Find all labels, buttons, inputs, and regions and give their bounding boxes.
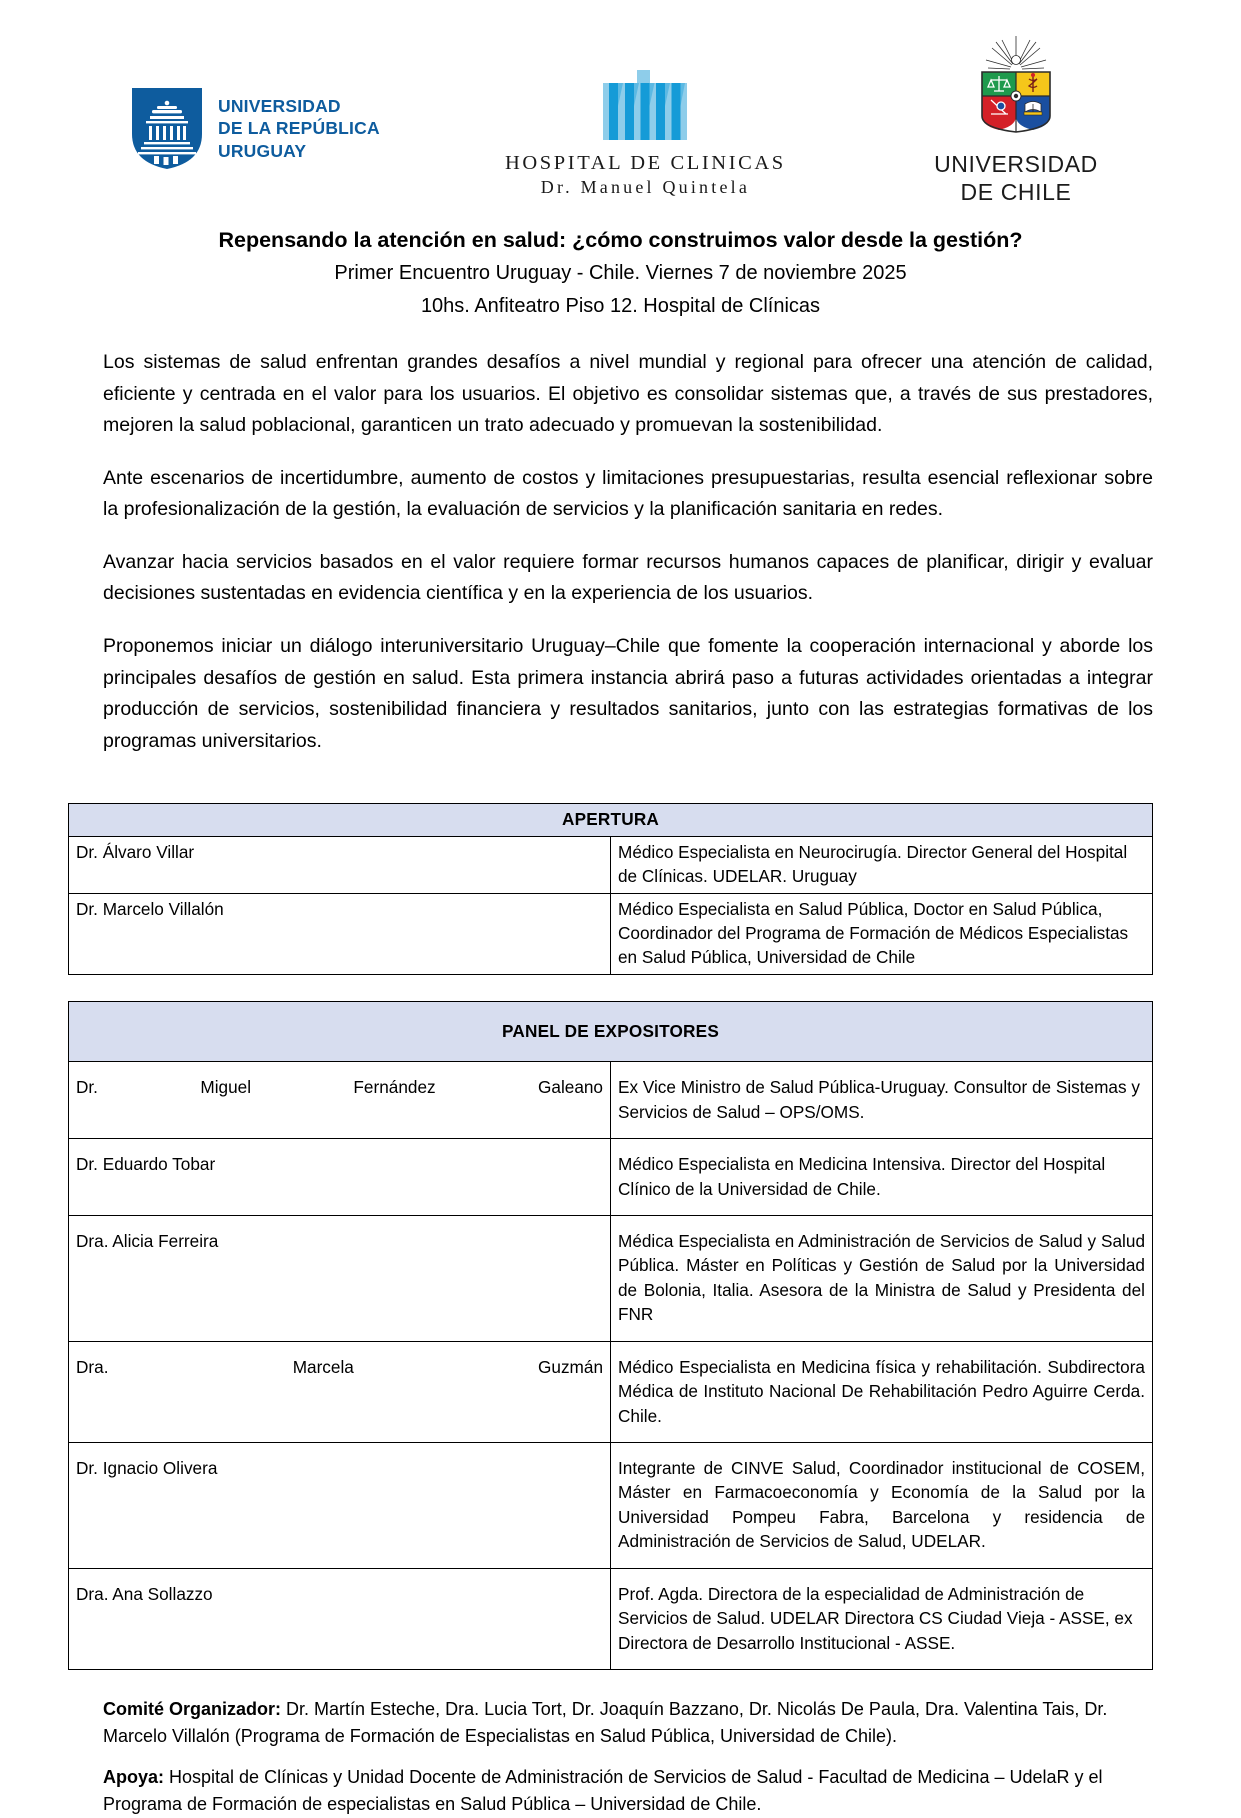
apertura-heading: APERTURA [69,804,1153,836]
table-header-row [69,804,1153,836]
speaker-description: Integrante de CINVE Salud, Coordinador institucional de COSEM, Máster en Farmacoeconomía y Economía de la Salud por la Universidad Pompeu Fabra, Barcelona y residencia de Administración de Servicios de Salud, UDELAR. [611,1442,1153,1568]
table-row [69,1341,1153,1442]
hospital-de-clinicas-logo [495,70,795,198]
speaker-name: Dra. Ana Sollazzo [69,1568,611,1669]
speaker-name: Dr. Álvaro Villar [69,836,611,893]
table-row [69,893,1153,974]
speaker-description: Prof. Agda. Directora de la especialidad de Administración de Servicios de Salud. UDELAR Directora CS Ciudad Vieja - ASSE, ex Directora de Desarrollo Institucional - ASSE. [611,1568,1153,1669]
table-row [69,1568,1153,1669]
speaker-name: Dr. Miguel Fernández Galeano [69,1062,611,1139]
apertura-section [68,803,1153,975]
hospital-building-icon [599,70,691,140]
universidad-de-chile-logo [911,34,1121,206]
speaker-name: Dr. Marcelo Villalón [69,893,611,974]
hospital-subtitle: Dr. Manuel Quintela [540,177,751,197]
speaker-description: Médico Especialista en Salud Pública, Doctor en Salud Pública, Coordinador del Programa de Formación de Médicos Especialistas en Salud Pública, Universidad de Chile [611,893,1153,974]
page-title: Repensando la atención en salud: ¿cómo construimos valor desde la gestión? [218,228,1023,252]
speaker-description: Médica Especialista en Administración de Servicios de Salud y Salud Pública. Máster en Políticas y Gestión de Salud por la Universidad de Bolonia, Italia. Asesora de la Ministra de Salud y Presidenta del FNR [611,1216,1153,1342]
table-row [69,1062,1153,1139]
intro-body-text [103,321,1153,757]
comite-label: Comité Organizador: [103,1698,282,1719]
paragraph-2: Ante escenarios de incertidumbre, aumento de costos y limitaciones presupuestarias, resulta esencial reflexionar sobre la profesionalización de la gestión, la evaluación de servicios y la planificación sanitaria en redes. [103,466,1153,521]
udelar-logo [130,86,380,171]
uchile-wordmark [911,150,1121,206]
speaker-description: Médico Especialista en Medicina física y rehabilitación. Subdirectora Médica de Instituto Nacional De Rehabilitación Pedro Aguirre Cerda. Chile. [611,1341,1153,1442]
event-subtitle-line-2: 10hs. Anfiteatro Piso 12. Hospital de Clínicas [420,295,821,318]
apoya [103,1764,1153,1818]
panel-expositores-section [68,1001,1153,1670]
hospital-name: HOSPITAL DE CLINICAS [505,152,786,174]
comite-text: Dr. Martín Esteche, Dra. Lucia Tort, Dr. Joaquín Bazzano, Dr. Nicolás De Paula, Dra. Valentina Tais, Dr. Marcelo Villalón (Programa de Formación de Especialistas en Salud Pública, Universidad de Chile). [103,1698,1108,1747]
footer-section [103,1696,1153,1818]
apertura-table [68,803,1153,975]
udelar-line-3: URUGUAY [218,140,307,161]
udelar-wordmark [218,95,380,162]
speaker-description: Médico Especialista en Medicina Intensiva. Director del Hospital Clínico de la Universidad de Chile. [611,1139,1153,1216]
udelar-shield-icon [130,86,204,171]
title-block [0,226,1241,321]
logo-header-bar [0,0,1241,206]
table-row [69,1442,1153,1568]
paragraph-3: Avanzar hacia servicios basados en el valor requiere formar recursos humanos capaces de planificar, dirigir y evaluar decisiones sustentadas en evidencia científica y en la experiencia de los usuarios. [103,550,1153,605]
udelar-line-2: DE LA REPÚBLICA [218,118,380,139]
event-subtitle-line-1: Primer Encuentro Uruguay - Chile. Viernes 7 de noviembre 2025 [334,262,907,285]
apoya-text: Hospital de Clínicas y Unidad Docente de Administración de Servicios de Salud - Facultad de Medicina – UdelaR y el Programa de Formación de especialistas en Salud Pública – Universidad de Chile. [103,1766,1103,1814]
panel-heading: PANEL DE EXPOSITORES [69,1001,1153,1061]
table-row [69,1139,1153,1216]
table-row [69,1216,1153,1342]
apoya-label: Apoya: [103,1766,165,1787]
speaker-description: Ex Vice Ministro de Salud Pública-Uruguay. Consultor de Sistemas y Servicios de Salud – OPS/OMS. [611,1062,1153,1139]
panel-expositores-table [68,1001,1153,1670]
speaker-name: Dra. Alicia Ferreira [69,1216,611,1342]
comite-organizador [103,1696,1153,1751]
table-row [69,836,1153,893]
paragraph-4: Proponemos iniciar un diálogo interuniversitario Uruguay–Chile que fomente la cooperación internacional y aborde los principales desafíos de gestión en salud. Esta primera instancia abrirá paso a futuras actividades orientadas a integrar producción de servicios, sostenibilidad financiera y resultados sanitarios, junto con las estrategias formativas de los programas universitarios. [103,635,1153,752]
speaker-name: Dr. Eduardo Tobar [69,1139,611,1216]
table-header-row [69,1001,1153,1061]
chile-coat-of-arms-icon [968,34,1064,144]
paragraph-1: Los sistemas de salud enfrentan grandes desafíos a nivel mundial y regional para ofrecer una atención de calidad, eficiente y centrada en el valor para los usuarios. El objetivo es consolidar sistemas que, a través de sus prestadores, mejoren la salud poblacional, garanticen un trato adecuado y promuevan la sostenibilidad. [103,351,1153,437]
uchile-line-1: UNIVERSIDAD [934,151,1098,177]
speaker-name: Dra. Marcela Guzmán [69,1341,611,1442]
speaker-name: Dr. Ignacio Olivera [69,1442,611,1568]
uchile-line-2: DE CHILE [960,179,1072,206]
udelar-line-1: UNIVERSIDAD [218,95,341,116]
speaker-description: Médico Especialista en Neurocirugía. Director General del Hospital de Clínicas. UDELAR. Uruguay [611,836,1153,893]
